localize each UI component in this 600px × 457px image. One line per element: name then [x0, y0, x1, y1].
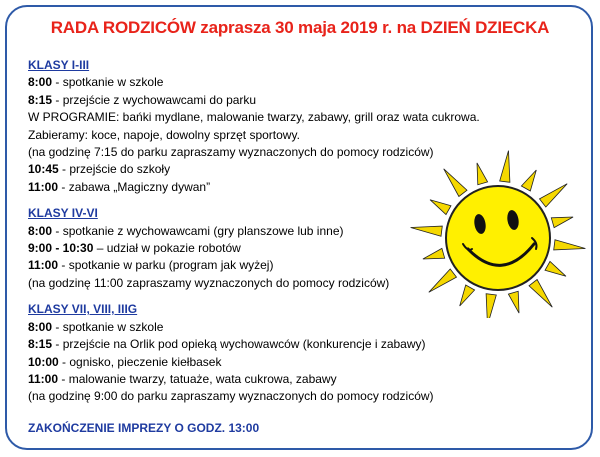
sun-ray — [411, 226, 443, 236]
sun-face — [446, 186, 550, 290]
schedule-line — [28, 319, 498, 336]
time: 11:00 — [28, 258, 59, 273]
page-title: RADA RODZICÓW zaprasza 30 maja 2019 r. na DZIEŃ DZIECKA — [50, 18, 550, 37]
activity: - spotkanie w szkole — [52, 75, 164, 90]
activity: (na godzinę 7:15 do parku zapraszamy wyznaczonych do pomocy rodziców) — [28, 145, 434, 160]
sun-ray — [444, 169, 467, 197]
activity: - spotkanie w parku (program jak wyżej) — [58, 258, 274, 273]
sun-ray — [521, 170, 536, 191]
sun-ray — [429, 269, 457, 292]
activity: - zabawa „Magiczny dywan” — [58, 179, 211, 194]
time: 11:00 — [28, 371, 59, 386]
schedule-line — [28, 74, 498, 91]
time: 8:15 — [28, 337, 53, 352]
sun-ray — [551, 217, 573, 228]
sun-ray — [529, 280, 552, 308]
program-line — [28, 109, 498, 126]
activity: (na godzinę 9:00 do parku zapraszamy wyznaczonych do pomocy rodziców) — [28, 389, 434, 404]
sun-ray — [423, 248, 445, 259]
activity: - ognisko, pieczenie kiełbasek — [58, 354, 222, 369]
section-heading: KLASY IV-VI — [28, 206, 98, 221]
closing-note: ZAKOŃCZENIE IMPREZY O GODZ. 13:00 — [28, 420, 260, 435]
activity: - przejście z wychowawcami do parku — [52, 92, 257, 107]
sun-ray — [540, 184, 568, 207]
sun-ray — [477, 163, 488, 185]
parents-note — [28, 388, 498, 405]
sun-ray — [545, 261, 566, 276]
time: 9:00 - 10:30 — [28, 241, 94, 256]
time: 8:00 — [28, 319, 53, 334]
activity: W PROGRAMIE: bańki mydlane, malowanie twarzy, zabawy, grill oraz wata cukrowa. — [28, 110, 480, 125]
sun-ray — [508, 291, 519, 313]
time: 10:00 — [28, 354, 59, 369]
schedule-line — [28, 92, 498, 109]
activity: – udział w pokazie robotów — [93, 241, 241, 256]
sun-ray — [500, 151, 510, 183]
sun-ray — [430, 200, 451, 215]
time: 8:00 — [28, 223, 53, 238]
smiling-sun-icon — [398, 148, 588, 318]
schedule-line — [28, 336, 498, 353]
time: 10:45 — [28, 162, 59, 177]
section-heading: KLASY VII, VIII, IIIG — [28, 302, 138, 317]
time: 8:00 — [28, 75, 53, 90]
section-heading: KLASY I-III — [28, 58, 90, 72]
activity: - spotkanie w szkole — [52, 319, 164, 334]
time: 11:00 — [28, 179, 59, 194]
activity: - przejście na Orlik pod opieką wychowawców (konkurencje i zabawy) — [52, 337, 426, 352]
schedule-line — [28, 354, 498, 371]
activity: - spotkanie z wychowawcami (gry planszowe lub inne) — [52, 223, 344, 238]
bring-line — [28, 127, 498, 144]
schedule-line — [28, 371, 498, 388]
sun-ray — [486, 294, 496, 318]
activity: (na godzinę 11:00 zapraszamy wyznaczonych do pomocy rodziców) — [28, 275, 390, 290]
activity: - malowanie twarzy, tatuaże, wata cukrowa, zabawy — [58, 371, 337, 386]
activity: Zabieramy: koce, napoje, dowolny sprzęt sportowy. — [28, 127, 300, 142]
time: 8:15 — [28, 92, 53, 107]
sun-ray — [554, 240, 586, 250]
sun-ray — [460, 285, 475, 306]
activity: - przejście do szkoły — [58, 162, 171, 177]
